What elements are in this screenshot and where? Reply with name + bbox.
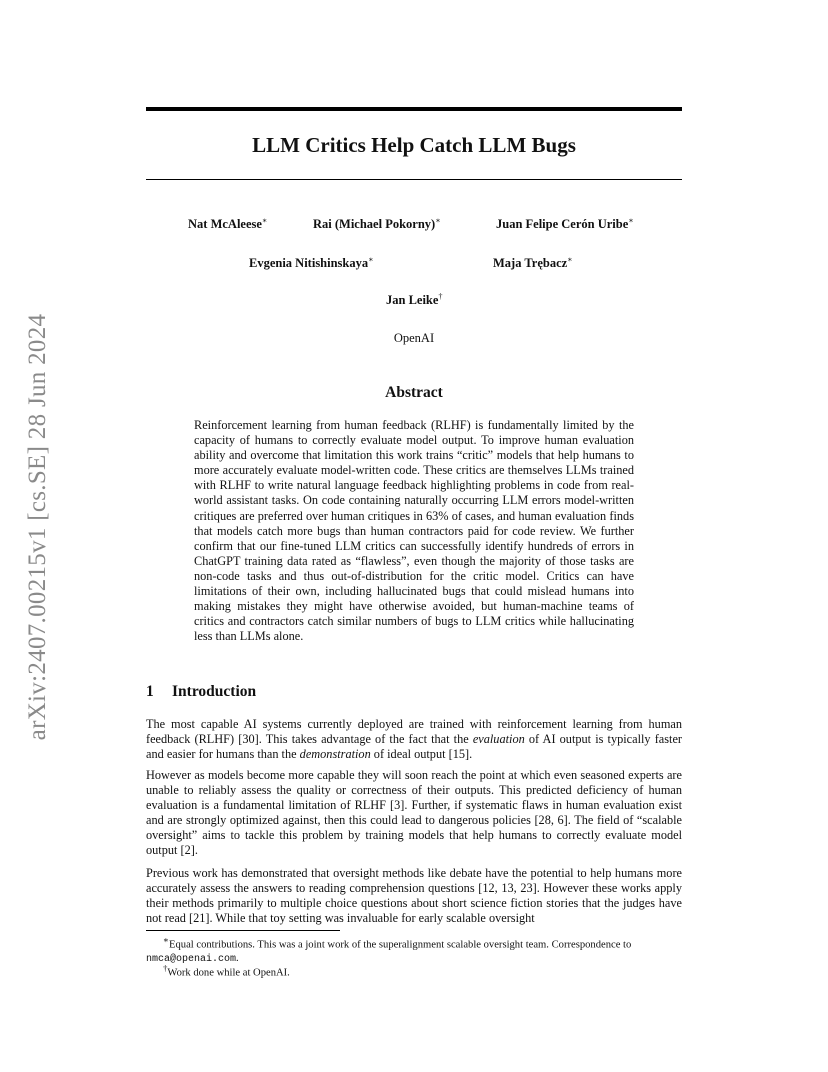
- abstract-heading: Abstract: [385, 384, 443, 401]
- intro-paragraph-2: However as models become more capable they will soon reach the point at which even seasoned experts are unable to reliably assess the quality or correctness of their outputs. This predicted deficiency of human evaluation is a fundamental limitation of RLHF [3]. Further, if systematic flaws in human evaluation exist and are strongly optimized against, then this could lead to dangerous policies [28, 6]. The field of “scalable oversight” aims to tackle this problem by training models that help humans to correctly evaluate model output [2].: [146, 768, 682, 858]
- abstract-text: Reinforcement learning from human feedback (RLHF) is fundamentally limited by the capacity of humans to correctly evaluate model output. To improve human evaluation ability and overcome that limitation this work trains “critic” models that help humans to more accurately evaluate model-written code. These critics are themselves LLMs trained with RLHF to write natural language feedback highlighting problems in code from real-world assistant tasks. On code containing naturally occurring LLM errors model-written critiques are preferred over human critiques in 63% of cases, and human evaluation finds that models catch more bugs than human contractors paid for code review. We further confirm that our fine-tuned LLM critics can successfully identify hundreds of errors in ChatGPT training data rated as “flawless”, even though the majority of those tasks are non-code tasks and thus out-of-distribution for the critic model. Critics can have limitations of their own, including hallucinated bugs that could mislead humans into making mistakes they might have otherwise avoided, but human-machine teams of critics and contractors catch similar numbers of bugs to LLM critics while hallucinating less than LLMs alone.: [194, 418, 634, 644]
- affiliation: OpenAI: [393, 331, 435, 345]
- author-6: Jan Leike†: [386, 291, 443, 307]
- contact-email[interactable]: nmca@openai.com: [146, 954, 237, 966]
- section-heading-introduction: [146, 683, 256, 701]
- author-5: Maja Trębacz∗: [493, 254, 573, 270]
- author-1: Nat McAleese∗: [188, 215, 268, 231]
- intro-paragraph-1: The most capable AI systems currently deployed are trained with reinforcement learning from human feedback (RLHF) [30]. This takes advantage of the fact that the evaluation of AI output is typically faster and easier for humans than the demonstration of ideal output [15].: [146, 717, 682, 762]
- section-title: Introduction: [172, 683, 257, 700]
- title-bottom-rule: [146, 179, 682, 180]
- arxiv-sidebar-stamp: [18, 294, 58, 760]
- author-4: Evgenia Nitishinskaya∗: [249, 254, 374, 270]
- footnote-1: ∗Equal contributions. This was a joint work of the superalignment scalable oversight team. Correspondence to nmca@openai.com.: [146, 935, 632, 966]
- footnote-rule: [146, 930, 340, 931]
- author-3: Juan Felipe Cerón Uribe∗: [496, 215, 634, 231]
- author-2: Rai (Michael Pokorny)∗: [313, 215, 441, 231]
- title-top-rule: [146, 107, 682, 111]
- arxiv-identifier: arXiv:2407.00215v1 [cs.SE] 28 Jun 2024: [24, 313, 51, 741]
- footnote-2: †Work done while at OpenAI.: [163, 963, 290, 979]
- intro-paragraph-3: Previous work has demonstrated that oversight methods like debate have the potential to help humans more accurately assess the answers to reading comprehension questions [12, 13, 23]. However these works apply their methods primarily to multiple choice questions about short science fiction stories that the judges have not read [21]. While that toy setting was invaluable for early scalable oversight: [146, 866, 682, 926]
- paper-title: LLM Critics Help Catch LLM Bugs: [252, 133, 576, 157]
- section-number: 1: [146, 683, 154, 700]
